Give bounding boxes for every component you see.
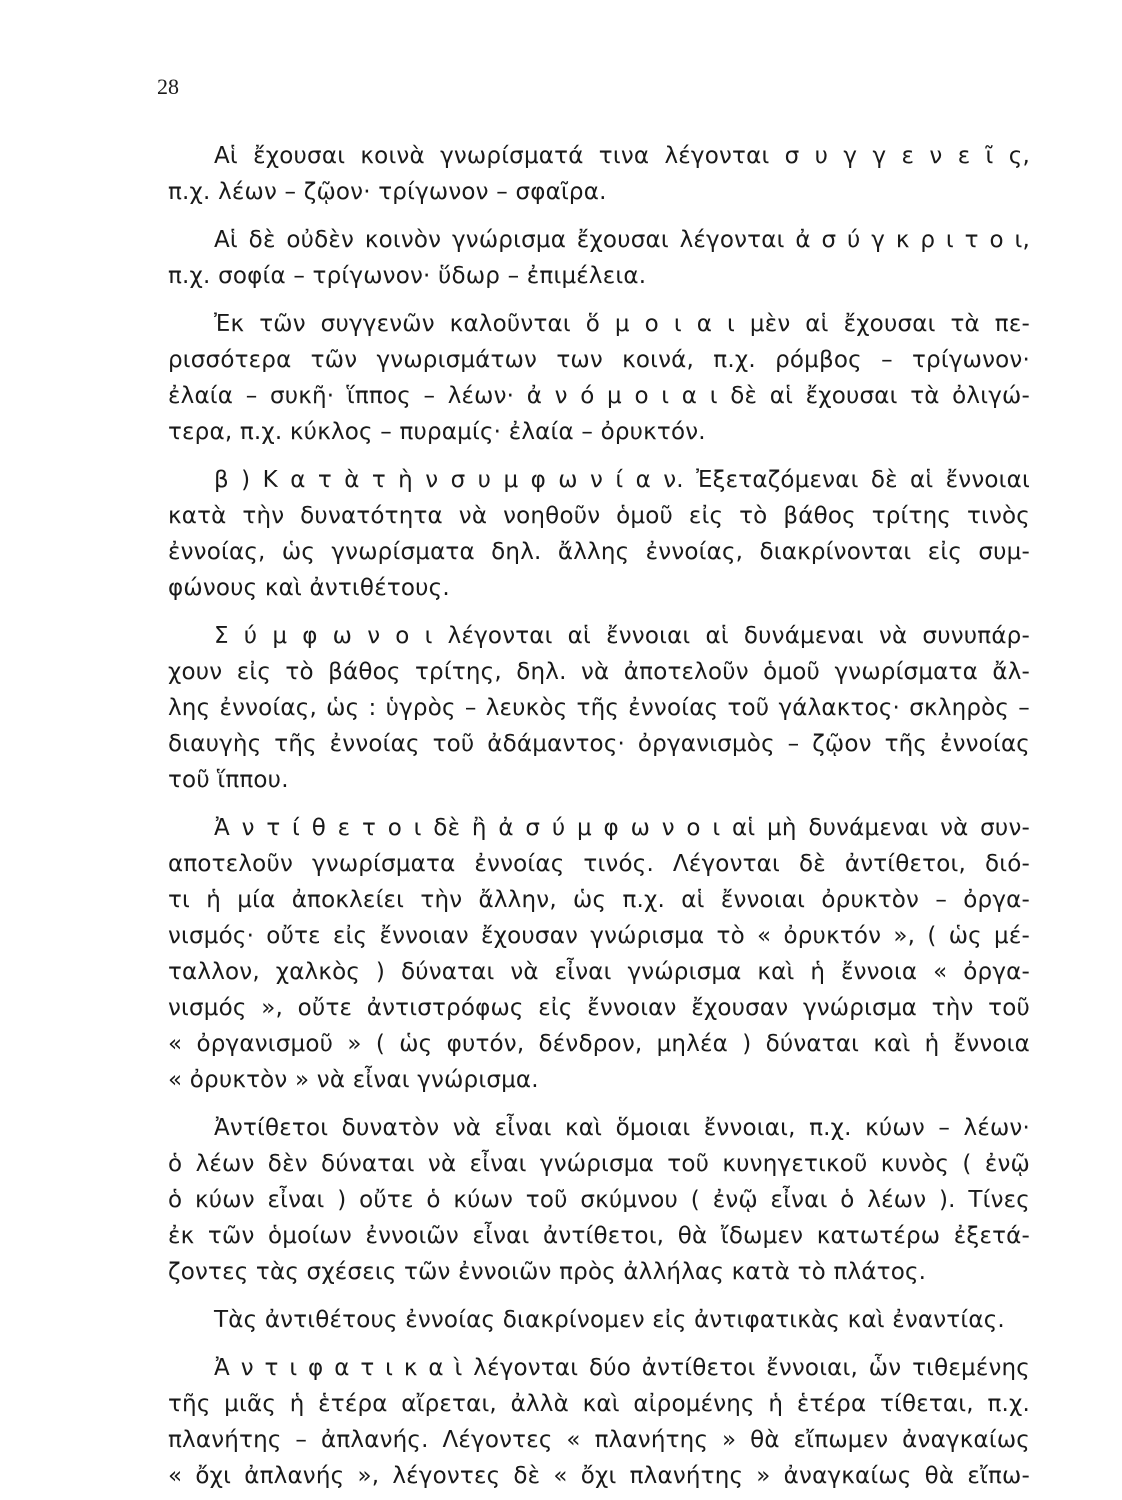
text-line: αποτελοῦν γνωρίσματα ἐννοίας τινός. Λέγονται δὲ ἀντίθετοι, διό- xyxy=(168,851,1030,877)
text-line: « ὀργανισμοῦ » ( ὡς φυτόν, δένδρον, μηλέα ) δύναται καὶ ἡ ἔννοια xyxy=(168,1031,1030,1057)
paragraph xyxy=(168,462,1030,606)
text-line: τῆς μιᾶς ἡ ἑτέρα αἴρεται, ἀλλὰ καὶ αἰρομένης ἡ ἑτέρα τίθεται, π.χ. xyxy=(168,1391,1030,1417)
paragraph xyxy=(168,138,1030,210)
text-line: Ἐκ τῶν συγγενῶν καλοῦνται ὅ μ ο ι α ι μὲν αἱ ἔχουσαι τὰ πε- xyxy=(214,311,1030,337)
text-line: λης ἐννοίας, ὡς : ὑγρὸς – λευκὸς τῆς ἐννοίας τοῦ γάλακτος· σκληρὸς – xyxy=(168,695,1030,721)
body-text xyxy=(168,138,1030,1494)
text-line: π.χ. σοφία – τρίγωνον· ὕδωρ – ἐπιμέλεια. xyxy=(168,263,647,289)
paragraph-gap xyxy=(168,294,1030,306)
text-line: χουν εἰς τὸ βάθος τρίτης, δηλ. νὰ ἀποτελοῦν ὁμοῦ γνωρίσματα ἄλ- xyxy=(168,659,1030,685)
text-line: ὁ κύων εἶναι ) οὔτε ὁ κύων τοῦ σκύμνου ( ἐνῷ εἶναι ὁ λέων ). Τίνες xyxy=(168,1187,1030,1213)
text-line: Ἀντίθετοι δυνατὸν νὰ εἶναι καὶ ὅμοιαι ἔννοιαι, π.χ. κύων – λέων· xyxy=(214,1115,1030,1141)
text-line: πλανήτης – ἀπλανής. Λέγοντες « πλανήτης » θὰ εἴπωμεν ἀναγκαίως xyxy=(168,1427,1030,1453)
text-line: ἐννοίας, ὡς γνωρίσματα δηλ. ἄλλης ἐννοίας, διακρίνονται εἰς συμ- xyxy=(168,539,1030,565)
text-line: Ἀ ν τ ί θ ε τ ο ι δὲ ἢ ἀ σ ύ μ φ ω ν ο ι αἱ μὴ δυνάμεναι νὰ συν- xyxy=(214,815,1030,841)
text-line: ρισσότερα τῶν γνωρισμάτων των κοινά, π.χ. ρόμβος – τρίγωνον· xyxy=(168,347,1030,373)
paragraph-gap xyxy=(168,1338,1030,1350)
text-line: Ἀ ν τ ι φ α τ ι κ α ὶ λέγονται δύο ἀντίθετοι ἔννοιαι, ὧν τιθεμένης xyxy=(214,1355,1030,1381)
paragraph xyxy=(168,1350,1030,1494)
text-line: ὁ λέων δὲν δύναται νὰ εἶναι γνώρισμα τοῦ κυνηγετικοῦ κυνὸς ( ἐνῷ xyxy=(168,1151,1030,1177)
paragraph xyxy=(168,618,1030,798)
text-line: τερα, π.χ. κύκλος – πυραμίς· ἐλαία – ὀρυκτόν. xyxy=(168,419,706,445)
paragraph-gap xyxy=(168,606,1030,618)
paragraph-gap xyxy=(168,1290,1030,1302)
paragraph-gap xyxy=(168,210,1030,222)
paragraph xyxy=(168,306,1030,450)
text-line: ταλλον, χαλκὸς ) δύναται νὰ εἶναι γνώρισμα καὶ ἡ ἔννοια « ὀργα- xyxy=(168,959,1030,985)
text-line: ἐκ τῶν ὁμοίων ἐννοιῶν εἶναι ἀντίθετοι, θὰ ἴδωμεν κατωτέρω ἐξετά- xyxy=(168,1223,1030,1249)
text-line: Σ ύ μ φ ω ν ο ι λέγονται αἱ ἔννοιαι αἱ δυνάμεναι νὰ συνυπάρ- xyxy=(214,623,1030,649)
paragraph xyxy=(168,1302,1030,1338)
text-line: π.χ. λέων – ζῷον· τρίγωνον – σφαῖρα. xyxy=(168,179,607,205)
paragraph xyxy=(168,222,1030,294)
text-line: τοῦ ἵππου. xyxy=(168,767,289,793)
paragraph-gap xyxy=(168,798,1030,810)
text-line: διαυγὴς τῆς ἐννοίας τοῦ ἀδάμαντος· ὀργανισμὸς – ζῷον τῆς ἐννοίας xyxy=(168,731,1030,757)
text-line: « ὀρυκτὸν » νὰ εἶναι γνώρισμα. xyxy=(168,1067,539,1093)
text-line: Αἱ δὲ οὐδὲν κοινὸν γνώρισμα ἔχουσαι λέγονται ἀ σ ύ γ κ ρ ι τ ο ι, xyxy=(214,227,1030,253)
paragraph-gap xyxy=(168,1098,1030,1110)
text-line: β ) Κ α τ ὰ τ ὴ ν σ υ μ φ ω ν ί α ν. Ἐξεταζόμεναι δὲ αἱ ἔννοιαι xyxy=(214,467,1030,493)
paragraph-gap xyxy=(168,450,1030,462)
text-line: νισμός· οὔτε εἰς ἔννοιαν ἔχουσαν γνώρισμα τὸ « ὀρυκτόν », ( ὡς μέ- xyxy=(168,923,1030,949)
text-line: φώνους καὶ ἀντιθέτους. xyxy=(168,575,450,601)
text-line: κατὰ τὴν δυνατότητα νὰ νοηθοῦν ὁμοῦ εἰς τὸ βάθος τρίτης τινὸς xyxy=(168,503,1030,529)
text-line: ἐλαία – συκῆ· ἵππος – λέων· ἀ ν ό μ ο ι α ι δὲ αἱ ἔχουσαι τὰ ὀλιγώ- xyxy=(168,383,1030,409)
paragraph xyxy=(168,1110,1030,1290)
text-line: Τὰς ἀντιθέτους ἐννοίας διακρίνομεν εἰς ἀντιφατικὰς καὶ ἐναντίας. xyxy=(214,1307,1005,1333)
page-number: 28 xyxy=(157,74,179,99)
text-line: Αἱ ἔχουσαι κοινὰ γνωρίσματά τινα λέγονται σ υ γ γ ε ν ε ῖ ς, xyxy=(214,143,1030,169)
text-line: « ὄχι ἀπλανής », λέγοντες δὲ « ὄχι πλανήτης » ἀναγκαίως θὰ εἴπω- xyxy=(168,1463,1030,1489)
text-line: ζοντες τὰς σχέσεις τῶν ἐννοιῶν πρὸς ἀλλήλας κατὰ τὸ πλάτος. xyxy=(168,1259,927,1285)
text-line: τι ἡ μία ἀποκλείει τὴν ἄλλην, ὡς π.χ. αἱ ἔννοιαι ὀρυκτὸν – ὀργα- xyxy=(168,887,1030,913)
text-line: νισμός », οὔτε ἀντιστρόφως εἰς ἔννοιαν ἔχουσαν γνώρισμα τὴν τοῦ xyxy=(168,995,1030,1021)
paragraph xyxy=(168,810,1030,1098)
